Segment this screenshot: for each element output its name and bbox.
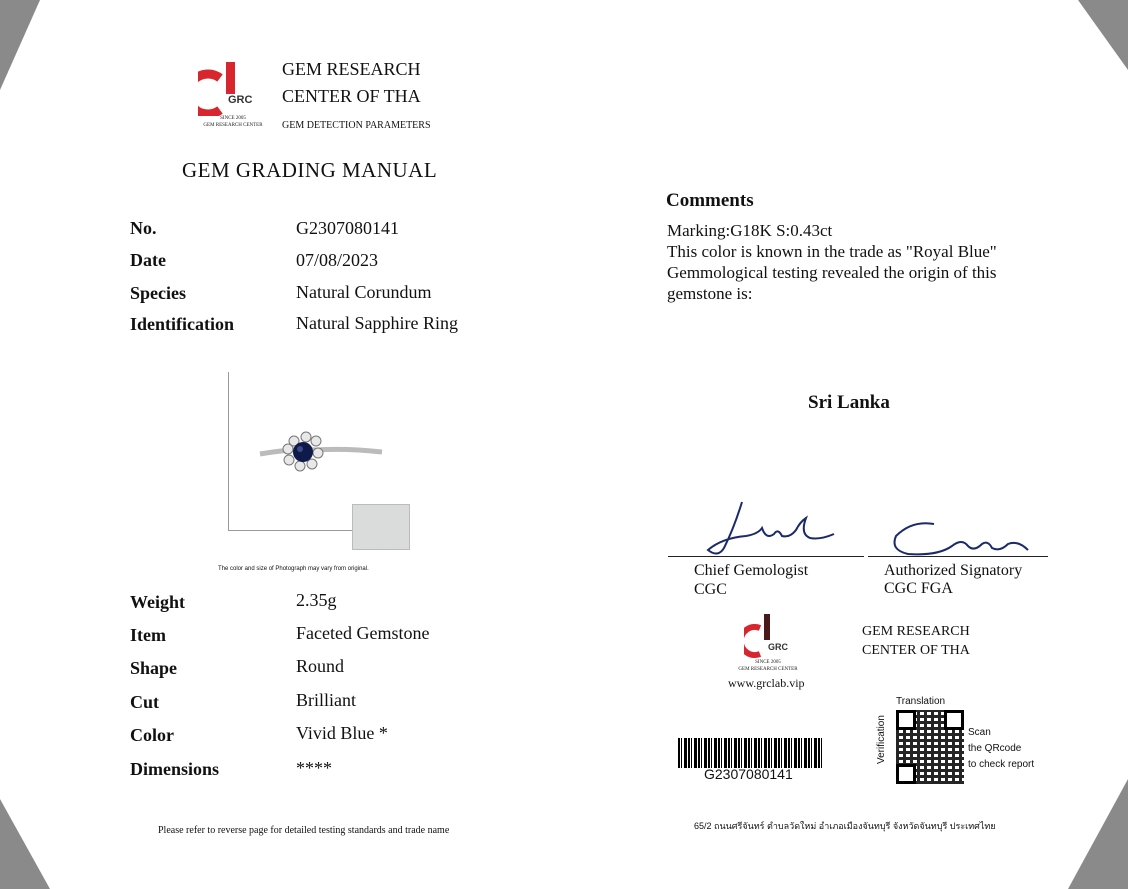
value-weight: 2.35g [296,590,337,610]
label-shape: Shape [130,658,178,678]
logo-since: SINCE 2005 [220,116,246,121]
scan-corner-top-right [1078,0,1128,70]
stamp-grc-text: GRC [768,642,788,652]
stamp-center-name: GEM RESEARCH CENTER [738,667,798,672]
qr-finder-tl [896,710,916,730]
label-weight: Weight [130,592,186,612]
footer-address: 65/2 ถนนศรีจันทร์ ตำบลวัดใหม่ อำเภอเมืองจันทบุรี จังหวัดจันทบุรี ประเทศไทย [694,821,996,831]
grc-logo-text: GRC [228,94,253,106]
value-shape: Round [296,656,345,676]
org-subtitle: GEM DETECTION PARAMETERS [282,120,431,131]
label-date: Date [130,250,166,270]
value-identification: Natural Sapphire Ring [296,313,458,333]
chief-gemologist-signature [700,498,840,560]
logo-center-name: GEM RESEARCH CENTER [203,123,263,128]
label-color: Color [130,725,174,745]
stamp-org-line1: GEM RESEARCH [862,624,970,639]
stamp-website[interactable]: www.grclab.vip [728,676,805,690]
qr-line1: Scan [968,727,991,738]
signature-line-left [668,556,864,557]
photo-frame-bottom [228,530,358,531]
qr-finder-tr [944,710,964,730]
signer-title-right: Authorized Signatory [884,562,1023,579]
label-item: Item [130,625,166,645]
signer-org-left: CGC [694,581,727,598]
photo-color-swatch [352,504,410,550]
qr-line3: to check report [968,759,1035,770]
comment-line: gemstone is: [667,284,753,303]
grc-logo-mark-icon [198,60,268,116]
value-date: 07/08/2023 [296,250,379,270]
label-number: No. [130,218,157,238]
value-number: G2307080141 [296,218,399,238]
authorized-signatory-signature [882,516,1032,560]
label-cut: Cut [130,692,160,712]
signature-line-right [868,556,1048,557]
value-color: Vivid Blue * [296,723,388,743]
scan-corner-bottom-left [0,799,50,889]
stamp-org-line2: CENTER OF THA [862,643,970,658]
sapphire-ring-icon [256,420,386,480]
barcode-number: G2307080141 [704,766,793,782]
barcode [678,738,824,768]
qr-side-label: Verification [876,715,887,764]
label-dimensions: Dimensions [130,759,220,779]
qr-top-label: Translation [896,696,946,707]
label-species: Species [130,283,186,303]
origin-country: Sri Lanka [808,392,890,413]
comments-body [667,220,1067,304]
gem-photo [228,372,428,552]
value-dimensions: **** [296,758,332,778]
comment-line: This color is known in the trade as "Royal Blue" [667,242,997,261]
stamp-since: SINCE 2005 [755,660,781,665]
value-item: Faceted Gemstone [296,623,430,643]
comment-line: Marking:G18K S:0.43ct [667,221,833,240]
document-title: GEM GRADING MANUAL [182,158,438,182]
qr-instructions [968,725,1034,773]
label-identification: Identification [130,314,235,334]
comments-heading: Comments [666,190,754,211]
qr-line2: the QRcode [968,743,1022,754]
signer-org-right: CGC FGA [884,580,953,597]
org-name-line1: GEM RESEARCH [282,59,421,79]
scan-corner-top-left [0,0,40,90]
comment-line: Gemmological testing revealed the origin of this [667,263,997,282]
value-cut: Brilliant [296,690,356,710]
grc-logo [198,60,268,134]
qr-finder-bl [896,764,916,784]
org-name-line2: CENTER OF THA [282,86,421,106]
signer-title-left: Chief Gemologist [694,562,809,579]
scan-corner-bottom-right [1068,779,1128,889]
value-species: Natural Corundum [296,282,432,302]
photo-caption: The color and size of Photograph may vary from original. [218,566,369,572]
photo-frame-left [228,372,229,530]
footer-left-note: Please refer to reverse page for detailed testing standards and trade name [158,825,450,836]
